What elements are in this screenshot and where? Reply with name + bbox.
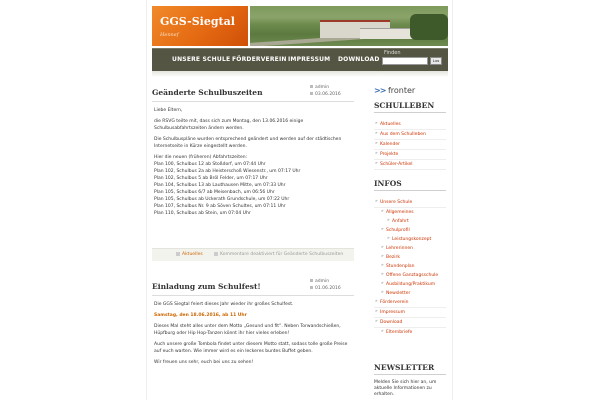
- schulleben-list: [374, 120, 446, 170]
- sidebar-item-aktuelles[interactable]: » Aktuelles: [374, 120, 446, 130]
- post-comments-status: Kommentare deaktiviert für Geänderte Schulbuszeiten: [220, 252, 344, 257]
- newsletter-text: Melden Sie sich hier an, um aktuelle Informationen zu erhalten.: [374, 380, 437, 397]
- nav-shadow: [152, 71, 448, 77]
- page-wrapper: [148, 0, 452, 400]
- post-author[interactable]: admin: [310, 278, 341, 285]
- site-logo-box[interactable]: [152, 6, 248, 46]
- fronter-text: fronter: [387, 86, 416, 95]
- page-edge-right: [452, 0, 453, 400]
- header-photo: [250, 6, 448, 46]
- post-author[interactable]: admin: [310, 84, 341, 91]
- sidebar-item-kalender[interactable]: » Kalender: [374, 140, 446, 150]
- site-title[interactable]: GGS-Siegtal: [160, 15, 235, 28]
- plan-line: Plan 102, Schulbus 2a ab Heisterschoß Wiesenstr., um 07:17 Uhr: [154, 169, 301, 174]
- calendar-icon: [310, 92, 313, 95]
- post-date: 03.06.2016: [310, 91, 341, 98]
- post-footer: [152, 248, 354, 261]
- post-paragraph: Die Schulbuspläne wurden entsprechend geändert und werden auf der städtischen Internetseite in Kürze eingestellt werden.: [154, 137, 342, 149]
- plans-intro: Hier die neuen (früheren) Abfahrtszeiten:: [154, 155, 248, 160]
- sidebar-item-download[interactable]: » Download: [374, 318, 446, 328]
- post-title[interactable]: Geänderte Schulbuszeiten: [152, 88, 263, 97]
- sidebar-item-lehrerinnen[interactable]: » Lehrerinnen: [374, 244, 446, 253]
- photo-trees: [410, 14, 448, 40]
- plan-line: Plan 107, Schulbus Nr. 9 ab Söven Schultes, um 07:11 Uhr: [154, 204, 286, 209]
- sidebar-item-anfahrt[interactable]: » Anfahrt: [374, 217, 446, 226]
- plan-line: Plan 104, Schulbus 13 ab Lauthausen Mitte, um 07:33 Uhr: [154, 183, 286, 188]
- sidebar-item-newsletter[interactable]: » Newsletter: [374, 289, 446, 298]
- post-greeting: Liebe Eltern,: [154, 108, 183, 113]
- sidebar-item-aus-dem-schulleben[interactable]: » Aus dem Schulleben: [374, 130, 446, 140]
- post-body: [154, 301, 354, 370]
- sidebar-item-stundenplan[interactable]: » Stundenplan: [374, 262, 446, 271]
- plan-line: Plan 105, Schulbus 6/7 ab Meisenbach, um 06:56 Uhr: [154, 190, 275, 195]
- post-meta: [310, 84, 341, 98]
- sidebar-item-foerderverein[interactable]: » Förderverein: [374, 298, 446, 308]
- sidebar-item-leistungskonzept[interactable]: » Leistungskonzept: [374, 235, 446, 244]
- sidebar-heading-infos: INFOS: [374, 179, 446, 191]
- fronter-arrows-icon: >>: [374, 86, 386, 95]
- nav-item-unsere-schule[interactable]: UNSERE SCHULE: [172, 56, 231, 63]
- title-divider: [152, 295, 354, 296]
- post-date: 01.06.2016: [310, 285, 341, 292]
- post-meta: [310, 278, 341, 292]
- comment-icon: [214, 252, 218, 256]
- sidebar-item-schueler-artikel[interactable]: » Schüler-Artikel: [374, 160, 446, 170]
- sidebar-item-bezirk[interactable]: » Bezirk: [374, 253, 446, 262]
- calendar-icon: [310, 286, 313, 289]
- sidebar-item-schulprofil[interactable]: » Schulprofil: [374, 226, 446, 235]
- plans-block: [154, 154, 354, 217]
- sidebar-item-allgemeines[interactable]: » Allgemeines: [374, 208, 446, 217]
- post-paragraph: Dieses Mal steht alles unter dem Motto „Gesund und fit“. Neben Torwandschießen, Hüpfburg oder Hip Hop-Tanzen könnt ihr hier vieles erleben!: [154, 324, 341, 336]
- search-input[interactable]: [382, 57, 428, 65]
- fronter-logo-link[interactable]: [374, 86, 415, 95]
- search-button[interactable]: Los: [430, 57, 442, 65]
- sidebar-item-unsere-schule[interactable]: » Unsere Schule: [374, 198, 446, 208]
- plan-line: Plan 110, Schulbus ab Stein, um 07:04 Uhr: [154, 211, 251, 216]
- nav-item-download[interactable]: DOWNLOAD: [338, 56, 380, 63]
- page-edge-left: [146, 0, 147, 400]
- user-icon: [310, 85, 313, 88]
- event-date-highlight: Samstag, den 18.06.2016, ab 11 Uhr: [154, 313, 247, 318]
- sidebar-heading-schulleben: SCHULLEBEN: [374, 101, 446, 113]
- main-nav: [152, 48, 448, 71]
- infos-list: [374, 198, 446, 337]
- plan-line: Plan 102, Schulbus 5 ab Bröl Felder, um 07:17 Uhr: [154, 176, 268, 181]
- post-paragraph: Die GGS Siegtal feiert dieses Jahr wieder ihr großes Schulfest.: [154, 302, 294, 307]
- post-category-link[interactable]: Aktuelles: [182, 252, 203, 257]
- search-label: Finden: [384, 50, 401, 56]
- post-paragraph: Wir freuen uns sehr, euch bei uns zu sehen!: [154, 360, 254, 365]
- plan-line: Plan 100, Schulbus 12 ab Stoßdorf, um 07:44 Uhr: [154, 162, 266, 167]
- post-paragraph: Auch unsere große Tombola findet unter diesem Motto statt, sodass tolle große Preise auf euch warten. Wie immer wird es ein leckeres buntes Buffet geben.: [154, 342, 348, 354]
- nav-item-impressum[interactable]: IMPRESSUM: [288, 56, 331, 63]
- post-body: [154, 107, 354, 217]
- nav-item-foerderverein[interactable]: FÖRDERVEREIN: [232, 56, 287, 63]
- photo-building-annex: [360, 28, 416, 39]
- sidebar-item-impressum[interactable]: » Impressum: [374, 308, 446, 318]
- sidebar-heading-newsletter: NEWSLETTER: [374, 363, 446, 375]
- sidebar-item-ausbildung-praktikum[interactable]: » Ausbildung/Praktikum: [374, 280, 446, 289]
- post-title[interactable]: Einladung zum Schulfest!: [152, 282, 261, 291]
- post-paragraph: die RSVG teilte mit, dass sich zum Montag, den 13.06.2016 einige Schulbusabfahrtszeiten ändern werden.: [154, 119, 304, 131]
- sidebar-item-offene-ganztagsschule[interactable]: » Offene Ganztagsschule: [374, 271, 446, 280]
- user-icon: [310, 279, 313, 282]
- sidebar-item-elternbriefe[interactable]: » Elternbriefe: [374, 328, 446, 337]
- site-description: Hennef: [160, 32, 179, 38]
- title-divider: [152, 101, 354, 102]
- sidebar-item-projekte[interactable]: » Projekte: [374, 150, 446, 160]
- plan-line: Plan 105, Schulbus ab Uckerath Grundschule, um 07:22 Uhr: [154, 197, 290, 202]
- folder-icon: [176, 252, 180, 256]
